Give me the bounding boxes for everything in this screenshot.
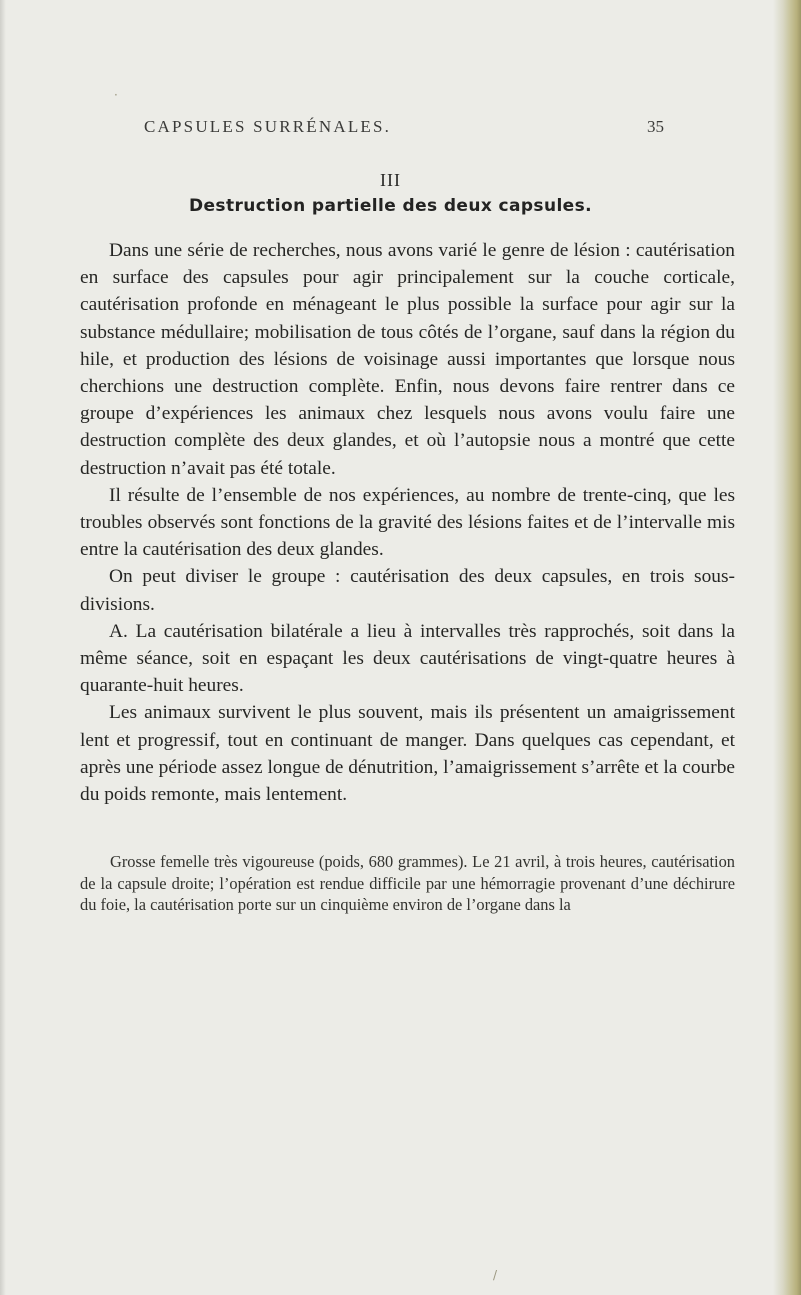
paragraph: Il résulte de l’ensemble de nos expériences, au nombre de trente-cinq, que les troubles observés sont fonctions de la gravité des lésions faites et de l’intervalle mis entre la cautérisation des deux glandes.: [80, 484, 735, 561]
binding-edge: [773, 0, 801, 1295]
ink-speck: /: [493, 1268, 498, 1282]
paragraph: Dans une série de recherches, nous avons varié le genre de lésion : cautérisation en surface des capsules pour agir principalement sur la couche corticale, cautérisation profonde en ménageant le plus possible la surface pour agir sur la substance médullaire; mobilisation de tous côtés de l’organe, sauf dans la région du hile, et production des lésions de voisinage aussi importantes que lorsque nous cherchions une destruction complète. Enfin, nous devons faire rentrer dans ce groupe d’expériences les animaux chez lesquels nous avons voulu faire une destruction complète des deux glandes, et où l’autopsie nous a montré que cette destruction n’avait pas été totale.: [80, 240, 735, 479]
case-note: [80, 851, 735, 916]
ink-speck: ·: [114, 88, 118, 102]
page-number: 35: [647, 117, 664, 136]
paragraph: On peut diviser le groupe : cautérisation des deux capsules, en trois sous-divisions.: [80, 566, 735, 615]
running-title: CAPSULES SURRÉNALES.: [144, 117, 392, 136]
section-number: III: [380, 170, 401, 190]
page-edge-shadow: [0, 0, 6, 1295]
running-header: [144, 117, 664, 141]
paragraph: Les animaux survivent le plus souvent, mais ils présentent un amaigrissement lent et progressif, tout en continuant de manger. Dans quelques cas cependant, et après une période assez longue de dénutrition, l’amaigrissement s’arrête et la courbe du poids remonte, mais lentement.: [80, 702, 735, 806]
section-title: Destruction partielle des deux capsules.: [188, 196, 592, 216]
paragraph: A. La cautérisation bilatérale a lieu à intervalles très rapprochés, soit dans la même séance, soit en espaçant les deux cautérisations de vingt-quatre heures à quarante-huit heures.: [80, 620, 735, 697]
note-paragraph: Grosse femelle très vigoureuse (poids, 680 grammes). Le 21 avril, à trois heures, cautérisation de la capsule droite; l’opération est rendue difficile par une hémorragie provenant d’une déchirure du foie, la cautérisation porte sur un cinquième environ de l’organe dans la: [80, 852, 735, 914]
body-text: [80, 237, 735, 808]
